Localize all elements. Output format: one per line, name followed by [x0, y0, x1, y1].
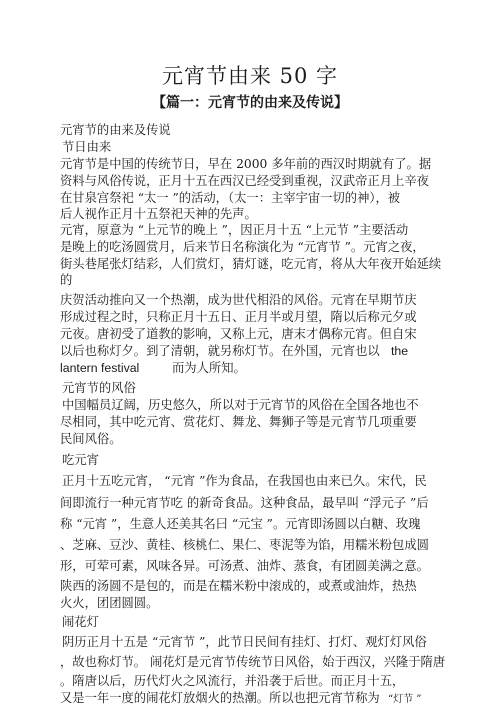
paragraph-line: 陕西的汤圆不是包的，而是在糯米粉中滚成的，或煮或油炸，热热 — [60, 579, 417, 593]
paragraph-line: 、芝麻、豆沙、黄桂、核桃仁、果仁、枣泥等为馅，用糯米粉包成圆 — [60, 538, 429, 552]
paragraph-line: 后人视作正月十五祭祀天神的先声。 — [60, 207, 257, 221]
paragraph-line: 。隋唐以后，历代灯火之风流行，并沿袭于后世。而正月十五， — [60, 674, 405, 688]
paragraph-line: 称 “元宵 ”，生意人还美其名曰 “元宝 ”。元宵即汤圆以白糖、玫瑰 — [60, 517, 421, 531]
section-heading: 元宵节的风俗 — [62, 381, 136, 395]
paragraph-line: 阴历正月十五是 “元宵节 ”，此节日民间有挂灯、打灯、观灯灯风俗 — [62, 635, 427, 649]
paragraph-line: 资料与风俗传说，正月十五在西汉已经受到重视，汉武帝正月上辛夜 — [60, 174, 429, 188]
document-subtitle: 【篇一：元宵节的由来及传说】 — [152, 95, 348, 111]
paragraph-line: 形，可荤可素，风味各异。可汤煮、油炸、蒸食，有团圆美满之意。 — [60, 559, 429, 573]
paragraph-line: 在甘泉宫祭祀 “太一 ”的活动，（太一：主宰宇宙一切的神），被 — [60, 191, 401, 205]
paragraph-line: 尽相同，其中吃元宵、赏花灯、舞龙、舞狮子等是元宵节几项重要 — [60, 415, 417, 429]
section-heading: 元宵节的由来及传说 — [60, 123, 171, 137]
section-heading: 节日由来 — [62, 140, 112, 154]
paragraph-line: 民间风俗。 — [60, 432, 122, 446]
paragraph-line: 是晚上的吃汤圆赏月，后来节日名称演化为 “元宵节 ”。元宵之夜， — [60, 240, 425, 254]
paragraph-line: 以后也称灯夕。到了清朝，就另称灯节。在外国，元宵也以 — [60, 344, 380, 358]
paragraph-line: 又是一年一度的闹花灯放烟火的热潮。所以也把元宵节称为 — [60, 691, 380, 705]
document-title: 元宵节由来 50 字 — [161, 64, 339, 88]
section-heading: 吃元宵 — [62, 453, 99, 467]
paragraph-line: 间即流行一种元宵节吃 的新奇食品。这种食品，最早叫 “浮元子 ”后 — [60, 496, 429, 510]
paragraph-line: 元夜。唐初受了道教的影响，又称上元，唐末才偶称元宵。但自宋 — [60, 327, 417, 341]
paragraph-line: ，故也称灯节。 闹花灯是元宵节传统节日风俗，始于西汉，兴隆于隋唐 — [60, 655, 446, 669]
paragraph-line: 形成过程之时，只称正月十五日、正月半或月望，隋以后称元夕或 — [60, 310, 417, 324]
section-heading: 闹花灯 — [62, 615, 99, 629]
paragraph-word: lantern festival — [60, 361, 140, 375]
paragraph-word: “灯节 ” — [388, 694, 422, 705]
paragraph-line: 的 — [60, 273, 73, 287]
paragraph-line: 中国幅员辽阔，历史悠久，所以对于元宵节的风俗在全国各地也不 — [62, 398, 419, 412]
paragraph-line: 而为人所知。 — [172, 361, 246, 375]
paragraph-line: 街头巷尾张灯结彩，人们赏灯，猜灯谜，吃元宵，将从大年夜开始延续 — [60, 257, 442, 271]
paragraph-word: the — [391, 344, 409, 358]
paragraph-line: 火火，团团圆圆。 — [60, 596, 159, 610]
paragraph-line: 元宵，原意为 “上元节的晚上 ”，因正月十五 “上元节 ”主要活动 — [60, 223, 409, 237]
paragraph-line: 正月十五吃元宵， “元宵 ”作为食品，在我国也由来已久。宋代，民 — [62, 474, 427, 488]
paragraph-line: 元宵节是中国的传统节日，早在 2000 多年前的西汉时期就有了。据 — [60, 157, 432, 171]
paragraph-line: 庆贺活动推向又一个热潮，成为世代相沿的风俗。元宵在早期节庆 — [60, 293, 417, 307]
